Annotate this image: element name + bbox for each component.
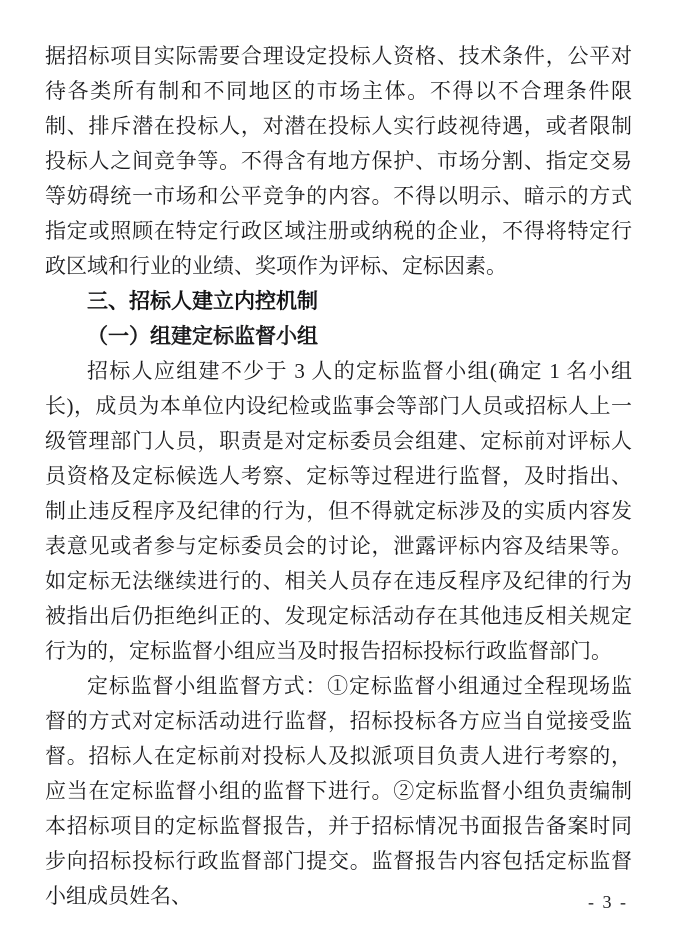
- body-paragraph-2: 定标监督小组监督方式：①定标监督小组通过全程现场监督的方式对定标活动进行监督，招标投标各方应当自觉接受监督。招标人在定标前对投标人及拟派项目负责人进行考察的，应当在定标监督小组的监督下进行。②定标监督小组负责编制本招标项目的定标监督报告，并于招标情况书面报告备案时同步向招标投标行政监督部门提交。监督报告内容包括定标监督小组成员姓名、: [45, 674, 632, 908]
- body-paragraph-1: 招标人应组建不少于 3 人的定标监督小组(确定 1 名小组长)，成员为本单位内设纪检或监事会等部门人员或招标人上一级管理部门人员，职责是对定标委员会组建、定标前对评标人员资格及定标候选人考察、定标等过程进行监督，及时指出、制止违反程序及纪律的行为，但不得就定标涉及的实质内容发表意见或者参与定标委员会的讨论，泄露评标内容及结果等。如定标无法继续进行的、相关人员存在违反程序及纪律的行为被指出后仍拒绝纠正的、发现定标活动存在其他违反相关规定行为的，定标监督小组应当及时报告招标投标行政监督部门。: [45, 359, 632, 663]
- continuation-paragraph: 据招标项目实际需要合理设定投标人资格、技术条件，公平对待各类所有制和不同地区的市场主体。不得以不合理条件限制、排斥潜在投标人，对潜在投标人实行歧视待遇，或者限制投标人之间竞争等。不得含有地方保护、市场分割、指定交易等妨碍统一市场和公平竞争的内容。不得以明示、暗示的方式指定或照顾在特定行政区域注册或纳税的企业，不得将特定行政区域和行业的业绩、奖项作为评标、定标因素。: [45, 44, 632, 278]
- page-number: - 3 -: [588, 892, 628, 912]
- section-heading: 三、招标人建立内控机制: [87, 290, 318, 313]
- subsection-heading: （一）组建定标监督小组: [87, 324, 318, 348]
